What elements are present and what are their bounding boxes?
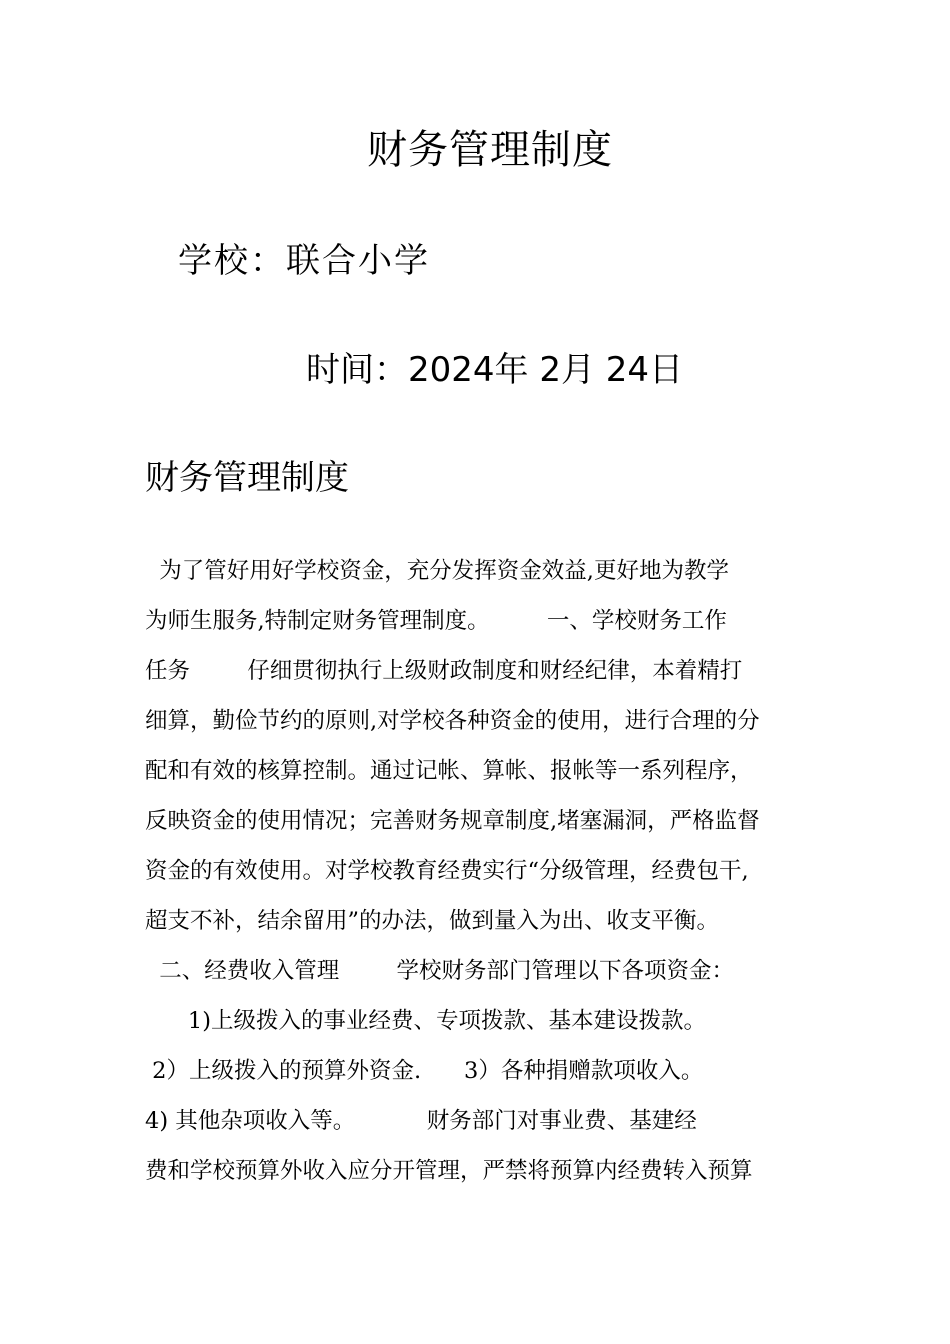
section-title: 财务管理制度	[145, 458, 349, 498]
date-month-unit: 月	[560, 350, 595, 390]
body-line: 超支不补，结余留用”的办法，做到量入为出、收支平衡。	[145, 908, 720, 934]
body-line: 2）上级拨入的预算外资金. 3）各种捐赠款项收入。	[145, 1058, 704, 1084]
body-line: 4) 其他杂项收入等。 财务部门对事业费、基建经	[145, 1108, 697, 1134]
body-line: 二、经费收入管理 学校财务部门管理以下各项资金：	[145, 958, 735, 984]
date-month: 2	[539, 350, 561, 390]
date-year-unit: 年	[494, 350, 529, 390]
body-line: 细算，勤俭节约的原则,对学校各种资金的使用，进行合理的分	[145, 708, 760, 734]
date-year: 2024	[408, 350, 495, 390]
date-day-unit: 日	[649, 350, 684, 390]
body-line: 任务 仔细贯彻执行上级财政制度和财经纪律，本着精打	[145, 658, 743, 684]
body-line: 为了管好用好学校资金，充分发挥资金效益,更好地为教学	[145, 558, 729, 584]
body-line: 反映资金的使用情况；完善财务规章制度,堵塞漏洞，严格监督	[145, 808, 760, 834]
school-label: 学校：	[178, 241, 286, 281]
date-line	[306, 344, 683, 396]
cover-title: 财务管理制度	[367, 127, 613, 173]
body-line: 配和有效的核算控制。通过记帐、算帐、报帐等一系列程序，	[145, 758, 753, 784]
date-day: 24	[605, 350, 650, 390]
school-line	[178, 236, 430, 286]
date-label: 时间：	[306, 350, 408, 390]
body-line: 为师生服务,特制定财务管理制度。 一、学校财务工作	[145, 608, 727, 634]
body-line: 费和学校预算外收入应分开管理，严禁将预算内经费转入预算	[145, 1158, 753, 1184]
school-name: 联合小学	[286, 241, 430, 281]
body-line: 1)上级拨入的事业经费、专项拨款、基本建设拨款。	[145, 1008, 707, 1034]
body-line: 资金的有效使用。对学校教育经费实行“分级管理，经费包干,	[145, 858, 749, 884]
